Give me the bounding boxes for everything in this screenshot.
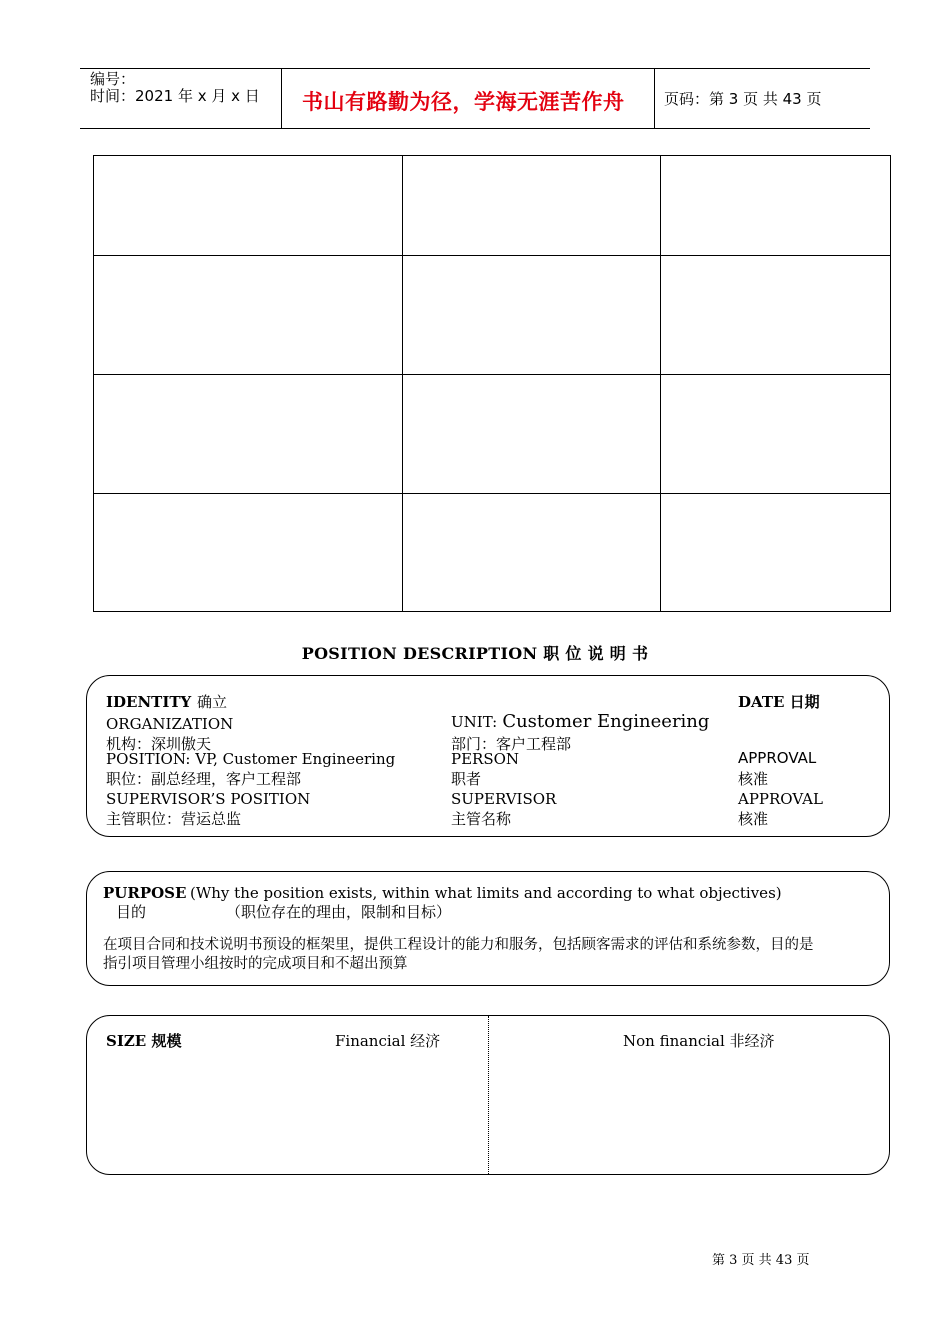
supervisor-position-value: 主管职位：营运总监 (106, 810, 242, 828)
table-row (94, 256, 891, 375)
approval-label: APPROVAL (738, 749, 817, 767)
position-label: POSITION: VP, Customer Engineering (106, 750, 396, 768)
table-row (94, 494, 891, 612)
approval2-label: APPROVAL (738, 790, 823, 808)
purpose-label: PURPOSE (103, 884, 187, 902)
header-page-label: 页码：第 3 页 共 43 页 (664, 90, 822, 108)
header-bottom-rule (80, 128, 870, 129)
table-cell (661, 375, 891, 494)
supervisor-label: SUPERVISOR (451, 790, 557, 808)
purpose-body-line: 指引项目管理小组按时的完成项目和不超出预算 (103, 956, 408, 972)
identity-label: IDENTITY (106, 693, 192, 711)
table-cell (403, 256, 661, 375)
purpose-description-cn: （职位存在的理由，限制和目标） (226, 903, 452, 921)
purpose-description-en: (Why the position exists, within what limits and according to what objectives) (190, 884, 782, 902)
table-cell (94, 375, 403, 494)
unit-value-cn: 部门：客户工程部 (451, 735, 572, 753)
header-number-label: 编号： (90, 70, 136, 88)
header-time-label: 时间：2021 年 x 月 x 日 (90, 87, 260, 105)
unit-value: Customer Engineering (502, 711, 710, 732)
header-divider (281, 68, 282, 129)
supervisor-label-cn: 主管名称 (451, 810, 512, 828)
size-divider (488, 1016, 489, 1174)
approval2-label-cn: 核准 (738, 810, 769, 828)
table-row (94, 156, 891, 256)
table-cell (661, 256, 891, 375)
table-cell (403, 375, 661, 494)
non-financial-label: Non financial 非经济 (623, 1032, 775, 1050)
page-title: POSITION DESCRIPTION 职 位 说 明 书 (301, 644, 649, 663)
financial-label: Financial 经济 (335, 1032, 441, 1050)
header-divider (654, 68, 655, 129)
table-row (94, 375, 891, 494)
header-motto: 书山有路勤为径，学海无涯苦作舟 (302, 90, 625, 114)
table-cell (94, 156, 403, 256)
size-label: SIZE 规模 (106, 1032, 182, 1050)
purpose-label-cn: 目的 (116, 903, 147, 921)
purpose-body-line: 在项目合同和技术说明书预设的框架里，提供工程设计的能力和服务，包括顾客需求的评估和系统参数，目的是 (103, 937, 814, 953)
identity-label-cn: 确立 (197, 693, 228, 711)
person-label: PERSON (451, 750, 520, 768)
table-cell (403, 156, 661, 256)
table-cell (403, 494, 661, 612)
table-cell (94, 256, 403, 375)
table-cell (661, 494, 891, 612)
person-label-cn: 职者 (451, 770, 482, 788)
date-label: DATE 日期 (738, 693, 820, 711)
footer-page-number: 第 3 页 共 43 页 (712, 1253, 810, 1268)
header-top-rule (80, 68, 870, 69)
approval-label-cn: 核准 (738, 770, 769, 788)
table-cell (661, 156, 891, 256)
unit-label: UNIT: (451, 713, 498, 731)
organization-value: 机构：深圳傲天 (106, 735, 212, 753)
supervisor-position-label: SUPERVISOR’S POSITION (106, 790, 311, 808)
unit-field (451, 711, 709, 732)
table-cell (94, 494, 403, 612)
position-value-cn: 职位：副总经理，客户工程部 (106, 770, 302, 788)
organization-label: ORGANIZATION (106, 715, 234, 733)
empty-grid-table (93, 155, 891, 612)
